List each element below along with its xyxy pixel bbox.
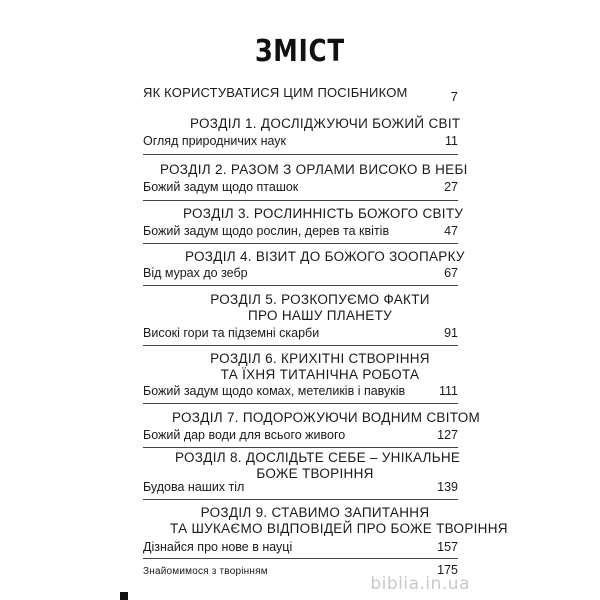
toc-extra-page: 175 xyxy=(437,563,458,577)
chapter-heading-line: РОЗДІЛ 5. РОЗКОПУЄМО ФАКТИ xyxy=(210,292,430,307)
chapter-8-page: 139 xyxy=(437,480,458,494)
chapter-2-heading xyxy=(160,162,468,178)
chapter-7-page: 127 xyxy=(437,428,458,442)
toc-page-number: 7 xyxy=(450,89,458,104)
chapter-9-page: 157 xyxy=(437,540,458,554)
page-title: ЗМІСТ xyxy=(254,34,346,69)
chapter-8-heading xyxy=(175,450,461,482)
chapter-9-subtitle: Дізнайся про нове в науці xyxy=(143,540,293,554)
chapter-divider xyxy=(143,243,458,244)
chapter-heading-line: РОЗДІЛ 9. СТАВИМО ЗАПИТАННЯ xyxy=(200,505,430,520)
chapter-3-subtitle: Божий задум щодо рослин, дерев та квітів xyxy=(143,224,390,238)
chapter-heading-line: ПРО НАШУ ПЛАНЕТУ xyxy=(247,308,393,323)
chapter-4-page: 67 xyxy=(444,266,458,280)
chapter-5-subtitle: Високі гори та підземні скарби xyxy=(143,326,320,340)
chapter-divider xyxy=(143,345,458,346)
chapter-heading-line: ТА ЇХНЯ ТИТАНІЧНА РОБОТА xyxy=(220,367,420,382)
chapter-heading-line: РОЗДІЛ 8. ДОСЛІДЬТЕ СЕБЕ – УНІКАЛЬНЕ xyxy=(175,450,461,465)
chapter-heading-line: ТА ШУКАЄМО ВІДПОВІДЕЙ ПРО БОЖЕ ТВОРІННЯ xyxy=(170,521,508,536)
chapter-6-heading xyxy=(190,351,450,383)
chapter-divider xyxy=(143,558,458,559)
chapter-2-page: 27 xyxy=(444,180,458,194)
toc-extra-label: Знайомимося з творінням xyxy=(143,566,268,577)
chapter-divider xyxy=(143,154,458,155)
chapter-1-subtitle: Огляд природничих наук xyxy=(143,134,286,148)
chapter-1-page: 11 xyxy=(445,134,458,148)
page-corner-mark xyxy=(120,592,128,600)
chapter-4-heading xyxy=(185,249,465,265)
chapter-divider xyxy=(143,285,458,286)
chapter-7-subtitle: Божий дар води для всього живого xyxy=(143,428,346,442)
chapter-heading-line: РОЗДІЛ 6. КРИХІТНІ СТВОРІННЯ xyxy=(210,351,430,366)
chapter-7-heading xyxy=(172,410,481,426)
chapter-3-heading xyxy=(183,206,464,222)
chapter-divider xyxy=(143,403,458,404)
chapter-9-heading xyxy=(170,505,508,537)
chapter-divider xyxy=(143,499,458,500)
chapter-heading-line: РОЗДІЛ 2. РАЗОМ З ОРЛАМИ ВИСОКО В НЕБІ xyxy=(160,162,468,177)
toc-entry-label: ЯК КОРИСТУВАТИСЯ ЦИМ ПОСІБНИКОМ xyxy=(143,85,408,100)
chapter-6-page: 111 xyxy=(438,384,458,398)
chapter-1-heading xyxy=(190,116,461,132)
chapter-8-subtitle: Будова наших тіл xyxy=(143,480,245,494)
chapter-heading-line: БОЖЕ ТВОРІННЯ xyxy=(256,466,374,481)
chapter-heading-line: РОЗДІЛ 4. ВІЗИТ ДО БОЖОГО ЗООПАРКУ xyxy=(185,249,465,264)
chapter-divider xyxy=(143,447,458,448)
watermark: biblia.in.ua xyxy=(370,574,470,594)
chapter-5-page: 91 xyxy=(444,326,458,340)
chapter-heading-line: РОЗДІЛ 7. ПОДОРОЖУЮЧИ ВОДНИМ СВІТОМ xyxy=(172,410,481,425)
chapter-2-subtitle: Божий задум щодо пташок xyxy=(143,180,299,194)
chapter-heading-line: РОЗДІЛ 1. ДОСЛІДЖУЮЧИ БОЖИЙ СВІТ xyxy=(190,116,461,131)
chapter-divider xyxy=(143,200,458,201)
chapter-4-subtitle: Від мурах до зебр xyxy=(143,266,248,280)
chapter-heading-line: РОЗДІЛ 3. РОСЛИННІСТЬ БОЖОГО СВІТУ xyxy=(183,206,464,221)
toc-entry-intro xyxy=(143,85,458,104)
chapter-3-page: 47 xyxy=(444,224,458,238)
chapter-5-heading xyxy=(190,292,450,324)
chapter-6-subtitle: Божий задум щодо комах, метеликів і павуків xyxy=(143,384,406,398)
